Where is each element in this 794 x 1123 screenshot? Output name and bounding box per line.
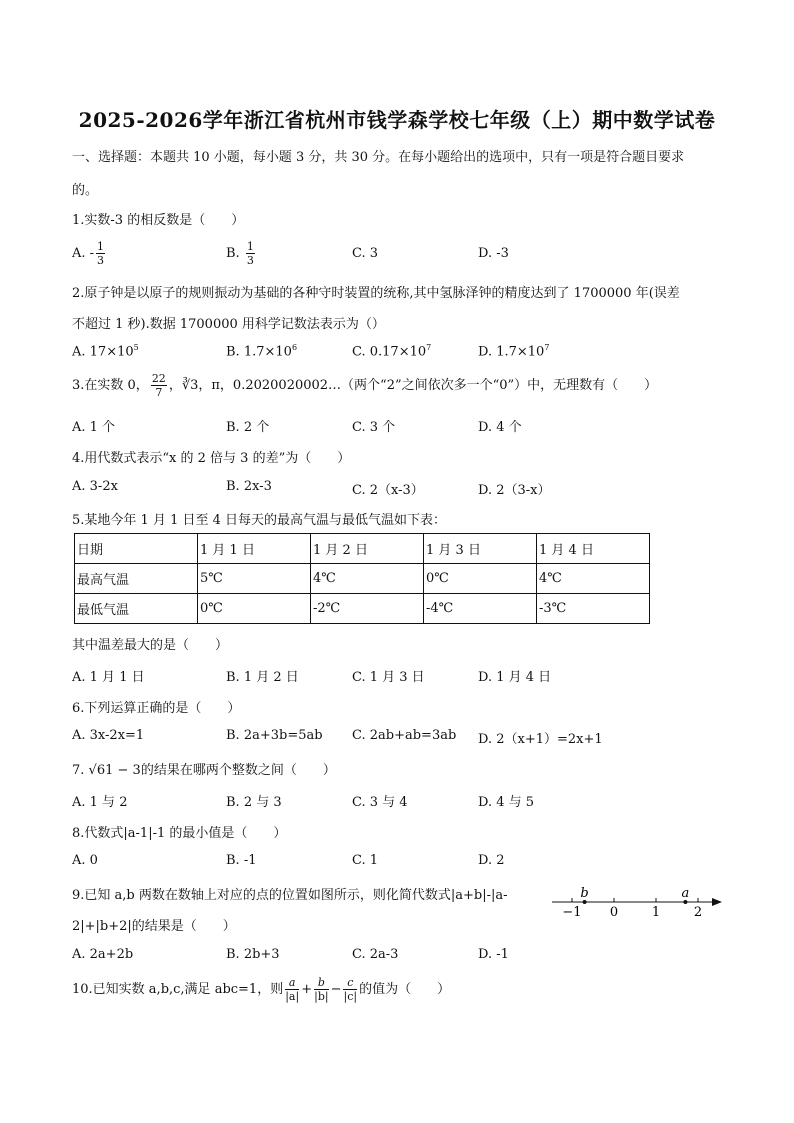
table-cell: 1 月 1 日 (198, 534, 311, 564)
table-cell: 1 月 4 日 (537, 534, 650, 564)
q1-b-num: 1 (246, 240, 254, 253)
q2-a-exp: 5 (133, 343, 139, 352)
q9-option-a[interactable]: A. 2a+2b (72, 947, 134, 962)
q6-stem: 6.下列运算正确的是（ ） (72, 701, 241, 716)
q1-option-a-label: A. - (72, 246, 95, 261)
table-cell: 5℃ (198, 564, 311, 594)
table-row-high (75, 564, 650, 594)
q6-option-b[interactable]: B. 2a+3b=5ab (226, 728, 323, 743)
q7-option-b[interactable]: B. 2 与 3 (226, 795, 282, 810)
q2-options (72, 343, 632, 367)
table-cell: 0℃ (424, 564, 537, 594)
q2-c-base: C. 0.17×10 (352, 344, 427, 360)
q4-stem: 4.用代数式表示“x 的 2 倍与 3 的差”为（ ） (72, 451, 351, 466)
table-cell: -3℃ (537, 594, 650, 624)
q1-a-fraction (96, 240, 105, 267)
q5-option-a[interactable]: A. 1 月 1 日 (72, 670, 145, 685)
q1-option-b[interactable] (226, 240, 257, 267)
q3-prefix: 3.在实数 0， (72, 378, 149, 393)
q2-c-exp: 7 (426, 343, 432, 352)
q3-option-b[interactable]: B. 2 个 (226, 420, 270, 435)
q9-option-c[interactable]: C. 2a-3 (352, 947, 399, 962)
table-cell: 0℃ (198, 594, 311, 624)
q2-option-c[interactable] (352, 343, 431, 359)
q5-option-b[interactable]: B. 1 月 2 日 (226, 670, 299, 685)
table-cell: -2℃ (311, 594, 424, 624)
q4-option-c[interactable]: C. 2（x-3） (352, 483, 424, 498)
q7-options (72, 791, 632, 815)
q1-option-b-label: B. (226, 246, 240, 261)
q1-a-den: 3 (97, 254, 105, 267)
q10-f2-den: |b| (314, 990, 329, 1003)
q2-stem-line2: 不超过 1 秒).数据 1700000 用科学记数法表示为（） (72, 317, 385, 332)
q10-stem (72, 976, 732, 1003)
q10-f3-num: c (343, 976, 357, 990)
table-cell: 最低气温 (75, 594, 198, 624)
q10-prefix: 10.已知实数 a,b,c,满足 abc=1，则 (72, 982, 284, 997)
q10-f2-num: b (314, 976, 328, 990)
section-heading-line1: 一、选择题：本题共 10 小题，每小题 3 分，共 30 分。在每小题给出的选项中，只有一项是符合题目要求 (72, 150, 685, 165)
q1-options (72, 240, 632, 267)
q3-fraction (151, 372, 167, 399)
q7-option-a[interactable]: A. 1 与 2 (72, 795, 128, 810)
q9-option-b[interactable]: B. 2b+3 (226, 947, 280, 962)
q9-stem-line1: 9.已知 a,b 两数在数轴上对应的点的位置如图所示，则化简代数式|a+b|-|a- (72, 888, 508, 903)
q7-stem (72, 759, 732, 778)
q2-option-a[interactable] (72, 343, 139, 359)
q3-option-a[interactable]: A. 1 个 (72, 420, 116, 435)
q10-fraction-b (314, 976, 328, 1003)
q10-fraction-c (343, 976, 357, 1003)
q5-question: 其中温差最大的是（ ） (72, 638, 229, 653)
q9-options (72, 947, 632, 971)
q8-option-c[interactable]: C. 1 (352, 853, 379, 868)
q7-option-d[interactable]: D. 4 与 5 (478, 795, 535, 810)
q1-option-c[interactable]: C. 3 (352, 246, 379, 261)
section-heading-line2: 的。 (72, 183, 99, 198)
q9-stem-line2: 2|+|b+2|的结果是（ ） (72, 919, 236, 934)
q1-a-num: 1 (97, 240, 105, 253)
q3-option-d[interactable]: D. 4 个 (478, 420, 522, 435)
number-line-tick-label: −1 (562, 905, 582, 918)
table-header-row (75, 534, 650, 564)
q10-suffix: 的值为（ ） (359, 982, 451, 997)
q4-option-a[interactable]: A. 3-2x (72, 479, 118, 494)
table-cell: 1 月 3 日 (424, 534, 537, 564)
q2-d-exp: 7 (544, 343, 550, 352)
table-cell: 4℃ (537, 564, 650, 594)
exam-title: 2025-2026学年浙江省杭州市钱学森学校七年级（上）期中数学试卷 (78, 108, 716, 132)
table-row-low (75, 594, 650, 624)
q3-frac-num: 22 (151, 372, 166, 385)
q10-fraction-a (285, 976, 299, 1003)
q3-suffix: ，π，0.2020020002…（两个“2”之间依次多一个“0”）中，无理数有（ ） (198, 378, 658, 393)
table-cell: -4℃ (424, 594, 537, 624)
q8-option-d[interactable]: D. 2 (478, 853, 505, 868)
q5-option-d[interactable]: D. 1 月 4 日 (478, 670, 552, 685)
q1-b-den: 3 (246, 254, 254, 267)
q1-option-d[interactable]: D. -3 (478, 246, 509, 261)
number-line-tick-label: 2 (693, 905, 703, 918)
number-line-arrow-icon (712, 898, 722, 906)
q5-stem: 5.某地今年 1 月 1 日至 4 日每天的最高气温与最低气温如下表： (72, 513, 447, 528)
q6-options (72, 728, 632, 752)
q10-minus: − (330, 982, 342, 997)
number-line-points (580, 886, 689, 904)
q6-option-a[interactable]: A. 3x-2x=1 (72, 728, 145, 743)
number-line-figure (548, 882, 728, 918)
q3-option-c[interactable]: C. 3 个 (352, 420, 396, 435)
temperature-table (74, 533, 650, 624)
q3-cube-root: ∛3 (181, 378, 199, 393)
q4-option-d[interactable]: D. 2（3-x） (478, 483, 551, 498)
q7-option-c[interactable]: C. 3 与 4 (352, 795, 408, 810)
q6-option-c[interactable]: C. 2ab+ab=3ab (352, 728, 457, 743)
section-heading (72, 146, 732, 198)
q10-f1-den: |a| (285, 990, 300, 1003)
q2-b-exp: 6 (291, 343, 298, 352)
q10-f1-num: a (285, 976, 299, 990)
q10-f3-den: |c| (343, 990, 358, 1003)
q8-options (72, 853, 632, 877)
number-line-point-a-label: a (681, 886, 690, 901)
number-line-tick-label: 1 (651, 905, 661, 918)
q8-option-b[interactable]: B. -1 (226, 853, 257, 868)
q8-stem: 8.代数式|a-1|-1 的最小值是（ ） (72, 826, 287, 841)
table-cell: 1 月 2 日 (311, 534, 424, 564)
q8-option-a[interactable]: A. 0 (72, 853, 98, 868)
q2-d-base: D. 1.7×10 (478, 344, 545, 360)
table-cell: 最高气温 (75, 564, 198, 594)
q7-prefix: 7. (72, 763, 85, 778)
q2-stem-line1: 2.原子钟是以原子的规则振动为基础的各种守时装置的统称,其中氢脉泽钟的精度达到了 1700000 年(误差 (72, 286, 680, 301)
q3-options (72, 416, 632, 440)
table-cell: 4℃ (311, 564, 424, 594)
q6-option-d[interactable]: D. 2（x+1）=2x+1 (478, 732, 603, 747)
q4-options (72, 479, 632, 503)
table-cell: 日期 (75, 534, 198, 564)
q1-stem: 1.实数-3 的相反数是（ ） (72, 213, 245, 228)
q4-option-b[interactable]: B. 2x-3 (226, 479, 272, 494)
q1-b-fraction (246, 240, 255, 267)
number-line-point-b-label: b (580, 886, 589, 901)
q10-plus: + (301, 982, 313, 997)
q1-option-a[interactable] (72, 240, 107, 267)
q5-option-c[interactable]: C. 1 月 3 日 (352, 670, 425, 685)
number-line-tick-label: 0 (609, 905, 619, 918)
q3-frac-den: 7 (155, 386, 163, 399)
q2-option-b[interactable] (226, 343, 297, 359)
q3-stem: 3.在实数 0， $\frac{22}{7}$ ，∛3，π，0.2020020002…（两个“2”之间依次多一个“0”）中，无理数有（ ） (72, 372, 658, 399)
q7-expression: √61 − 3 (88, 763, 141, 778)
q2-a-base: A. 17×10 (72, 344, 134, 360)
q7-suffix: 的结果在哪两个整数之间（ ） (140, 763, 336, 778)
q5-options (72, 666, 632, 690)
q2-option-d[interactable] (478, 343, 549, 359)
q2-b-base: B. 1.7×10 (226, 344, 292, 360)
q9-option-d[interactable]: D. -1 (478, 947, 509, 962)
